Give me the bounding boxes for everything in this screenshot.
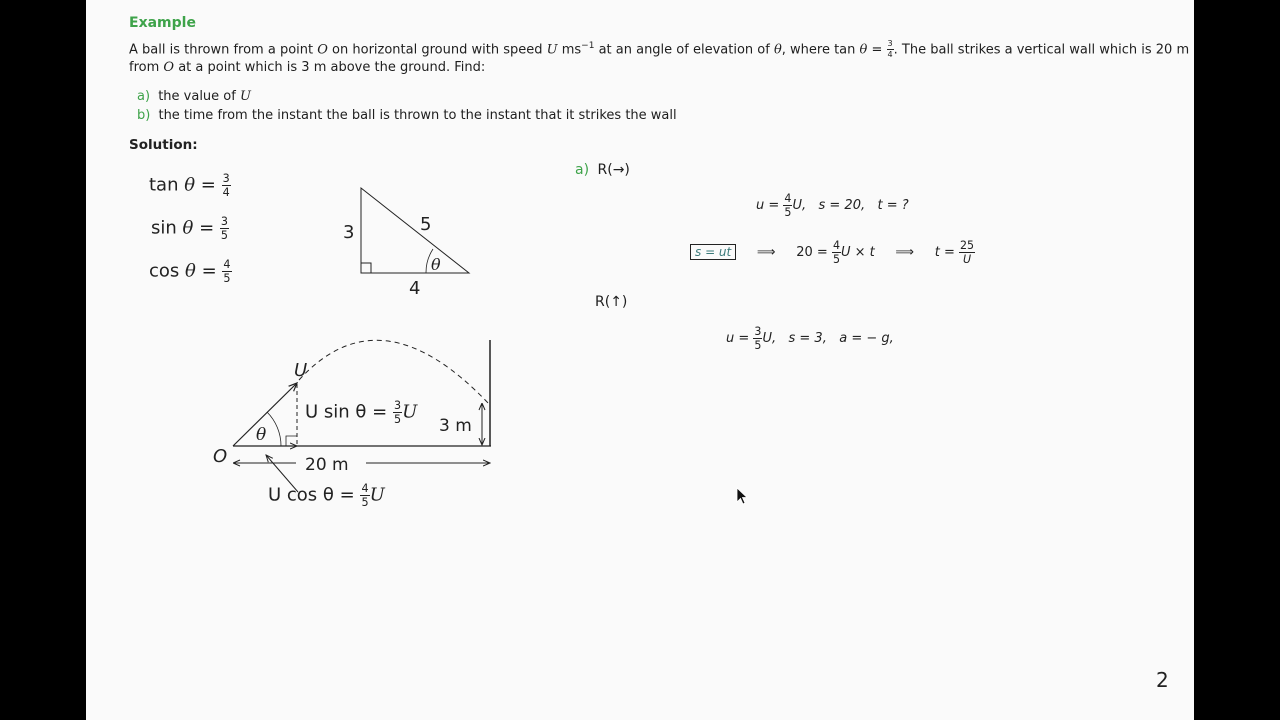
problem-line-1: A ball is thrown from a point O on horizontal ground with speed U $ms^{-1}$ at an angle of elevation of θ, where tan θ = $\frac{3}{4}$ . The ball strikes a vertical wall which is 20 m [129, 39, 1190, 60]
horizontal-equation: s = ut ⟹ 20 = $\frac{4}{5}$ U × t ⟹ t = $\frac{25}{U}$ [690, 240, 975, 265]
problem-line-2: from O at a point which is 3 m above the ground. Find: [129, 60, 486, 75]
triangle-angle-label: θ [431, 255, 441, 274]
triangle-adjacent-label: 4 [409, 278, 421, 299]
angle-label: θ [256, 425, 267, 445]
example-title: Example [129, 15, 196, 31]
question-item-a: a) the value of U [137, 89, 251, 104]
triangle-opposite-label: 3 [343, 222, 355, 243]
trig-cos: cos θ = $\frac{4}{5}$ [149, 258, 231, 286]
height-label: 3 m [439, 416, 472, 436]
velocity-label: U [294, 360, 308, 381]
page-number: 2 [1156, 668, 1169, 692]
triangle-hypotenuse-label: 5 [420, 214, 432, 235]
mouse-cursor-icon [736, 487, 750, 507]
question-item-b: b) the time from the instant the ball is thrown to the instant that it strikes the wall [137, 108, 677, 123]
boxed-formula: s = ut [690, 244, 736, 260]
part-a-heading: a) R(→) [575, 162, 630, 178]
origin-label: O [213, 446, 228, 467]
distance-label: 20 m [305, 455, 349, 475]
horizontal-component-label: U cos θ = $\frac{4}{5}$ U [268, 482, 385, 510]
fraction: $\frac{3}{4}$ [887, 39, 893, 60]
solution-heading: Solution: [129, 137, 198, 153]
vertical-heading: R(↑) [595, 294, 628, 310]
slide [86, 0, 1194, 720]
right-triangle-diagram [326, 180, 486, 300]
trig-tan: tan θ = $\frac{3}{4}$ [149, 172, 230, 200]
vertical-suvat: u = $\frac{3}{5}$ U, s = 3, a = − g, [726, 325, 894, 353]
trig-sin: sin θ = $\frac{3}{5}$ [151, 215, 229, 243]
vertical-component-label: U sin θ = $\frac{3}{5}$ U [305, 399, 418, 427]
horizontal-suvat: u = $\frac{4}{5}$ U, s = 20, t = ? [756, 192, 909, 220]
